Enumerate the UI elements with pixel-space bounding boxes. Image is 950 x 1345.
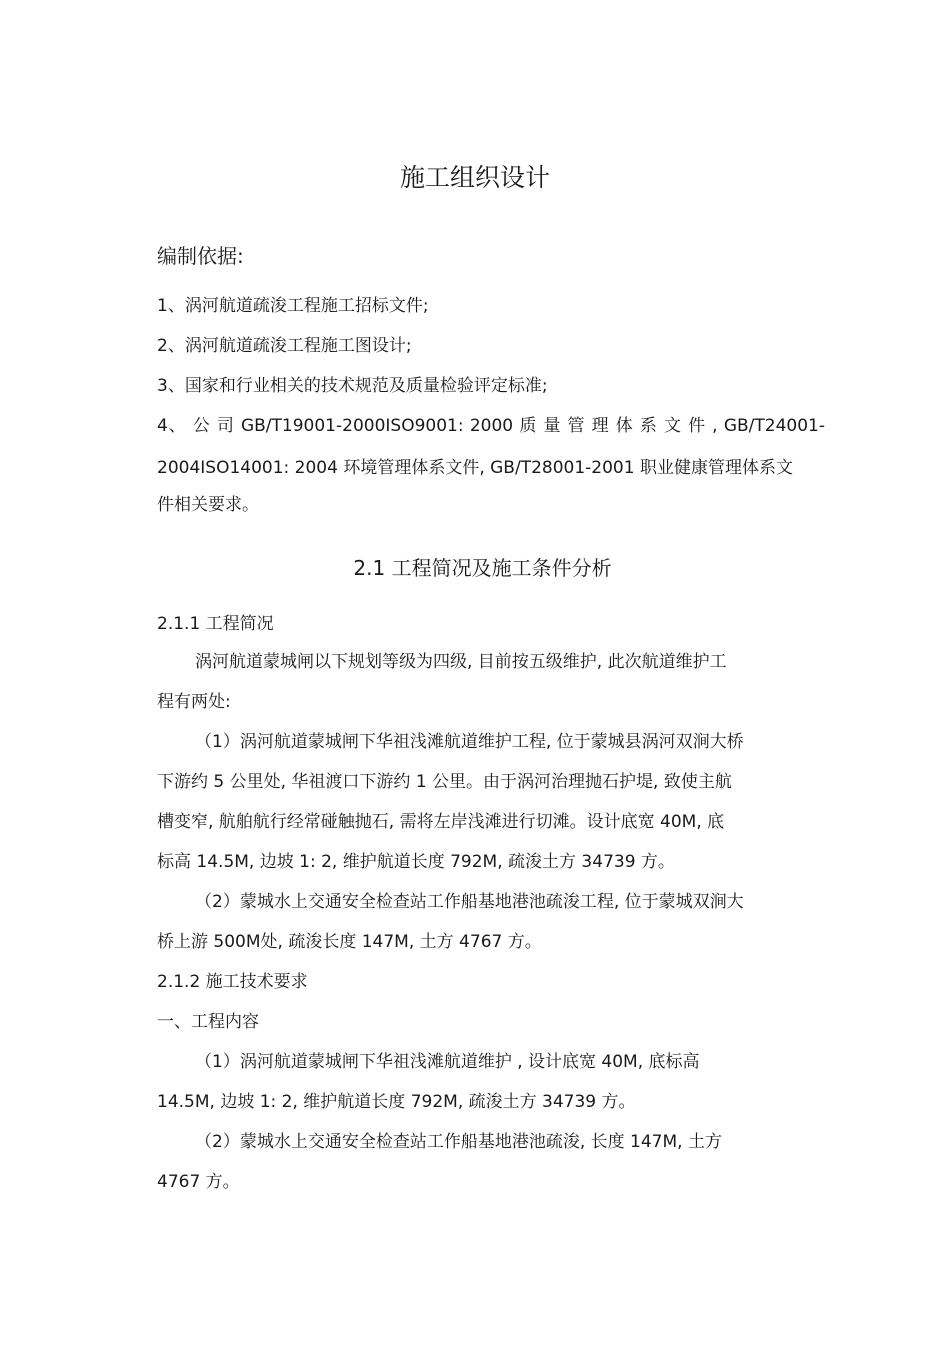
item1-line-1: （1）涡河航道蒙城闸下华祖浅滩航道维护工程, 位于蒙城县涡河双涧大桥 — [195, 732, 744, 752]
basis-item-2: 2、涡河航道疏浚工程施工图设计; — [157, 336, 412, 356]
basis-item-3: 3、国家和行业相关的技术规范及质量检验评定标准; — [157, 376, 548, 396]
item1-line-4: 标高 14.5M, 边坡 1: 2, 维护航道长度 792M, 疏浚土方 34739 方。 — [157, 852, 675, 872]
document-title: 施工组织设计 — [399, 163, 550, 192]
item1-line-2: 下游约 5 公里处, 华祖渡口下游约 1 公里。由于涡河治理抛石护堤, 致使主航 — [157, 772, 732, 792]
basis-heading: 编制依据: — [157, 244, 244, 268]
basis-item-4-line-1: 4、 公 司 GB/T19001-2000ISO9001: 2000 质 量 管 理 体 系 文 件 , GB/T24001- — [157, 416, 825, 436]
item2-line-1: （2）蒙城水上交通安全检查站工作船基地港池疏浚工程, 位于蒙城双涧大 — [195, 892, 744, 912]
content2-line-1: （2）蒙城水上交通安全检查站工作船基地港池疏浚, 长度 147M, 土方 — [195, 1132, 722, 1152]
overview-line-2: 程有两处: — [157, 692, 231, 712]
content2-line-2: 4767 方。 — [157, 1172, 240, 1192]
overview-line-1: 涡河航道蒙城闸以下规划等级为四级, 目前按五级维护, 此次航道维护工 — [195, 652, 727, 672]
subsection-2-1-2-title: 2.1.2 施工技术要求 — [157, 972, 308, 992]
content-heading: 一、工程内容 — [157, 1012, 259, 1032]
content1-line-1: （1）涡河航道蒙城闸下华祖浅滩航道维护 , 设计底宽 40M, 底标高 — [195, 1052, 700, 1072]
basis-item-1: 1、涡河航道疏浚工程施工招标文件; — [157, 296, 429, 316]
content1-line-2: 14.5M, 边坡 1: 2, 维护航道长度 792M, 疏浚土方 34739 方。 — [157, 1092, 636, 1112]
basis-item-4-line-3: 件相关要求。 — [157, 495, 259, 515]
subsection-2-1-1-title: 2.1.1 工程简况 — [157, 614, 274, 634]
basis-item-4-line-2: 2004ISO14001: 2004 环境管理体系文件, GB/T28001-2001 职业健康管理体系文 — [157, 458, 793, 478]
item2-line-2: 桥上游 500M处, 疏浚长度 147M, 土方 4767 方。 — [157, 932, 542, 952]
section-2-1-title: 2.1 工程简况及施工条件分析 — [353, 556, 612, 580]
item1-line-3: 槽变窄, 航舶航行经常碰触抛石, 需将左岸浅滩进行切滩。设计底宽 40M, 底 — [157, 812, 725, 832]
